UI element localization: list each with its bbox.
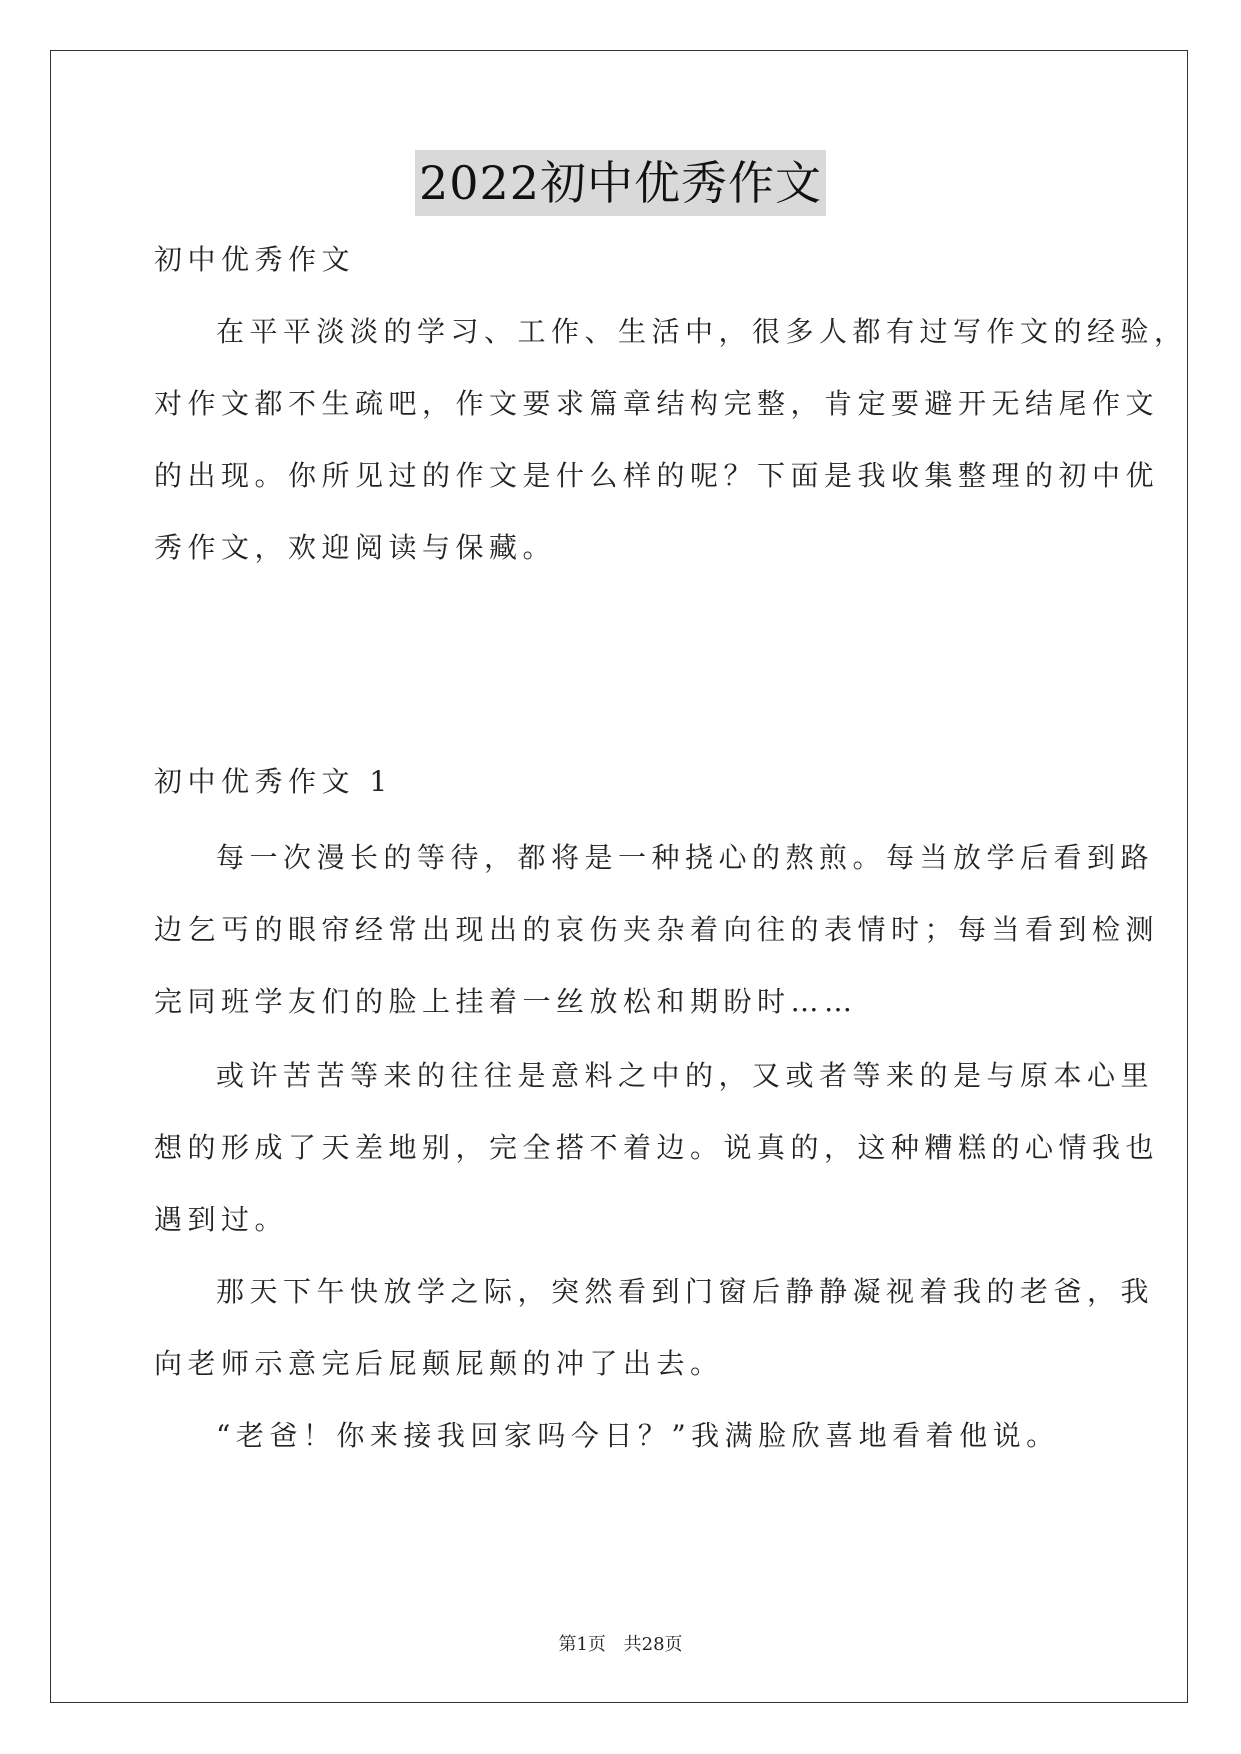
intro-line-3: 的出现。你所见过的作文是什么样的呢？下面是我收集整理的初中优 [154, 459, 1160, 492]
paragraph3-line-1: 那天下午快放学之际，突然看到门窗后静静凝视着我的老爸，我 [216, 1275, 1155, 1308]
page-number: 第1页 [558, 1634, 606, 1655]
intro-line-4: 秀作文，欢迎阅读与保藏。 [154, 531, 557, 564]
page-footer [0, 1630, 1241, 1656]
paragraph3-line-2: 向老师示意完后屁颠屁颠的冲了出去。 [154, 1347, 724, 1380]
subtitle: 初中优秀作文 [154, 243, 356, 276]
intro-line-1: 在平平淡淡的学习、工作、生活中，很多人都有过写作文的经验， [216, 315, 1188, 348]
paragraph1-line-2: 边乞丐的眼帘经常出现出的哀伤夹杂着向往的表情时；每当看到检测 [154, 913, 1160, 946]
intro-line-2: 对作文都不生疏吧，作文要求篇章结构完整，肯定要避开无结尾作文 [154, 387, 1160, 420]
title-container [0, 150, 1241, 216]
section-heading: 初中优秀作文 1 [154, 765, 393, 798]
paragraph2-line-2: 想的形成了天差地别，完全搭不着边。说真的，这种糟糕的心情我也 [154, 1131, 1160, 1164]
paragraph2-line-3: 遇到过。 [154, 1203, 289, 1236]
total-pages: 共28页 [623, 1634, 683, 1655]
paragraph1-line-1: 每一次漫长的等待，都将是一种挠心的熬煎。每当放学后看到路 [216, 841, 1155, 874]
paragraph1-line-3: 完同班学友们的脸上挂着一丝放松和期盼时…… [154, 985, 858, 1018]
paragraph4-line-1: “老爸！你来接我回家吗今日？”我满脸欣喜地看着他说。 [216, 1419, 1060, 1452]
paragraph2-line-1: 或许苦苦等来的往往是意料之中的，又或者等来的是与原本心里 [216, 1059, 1155, 1092]
document-title: 2022初中优秀作文 [415, 150, 826, 216]
